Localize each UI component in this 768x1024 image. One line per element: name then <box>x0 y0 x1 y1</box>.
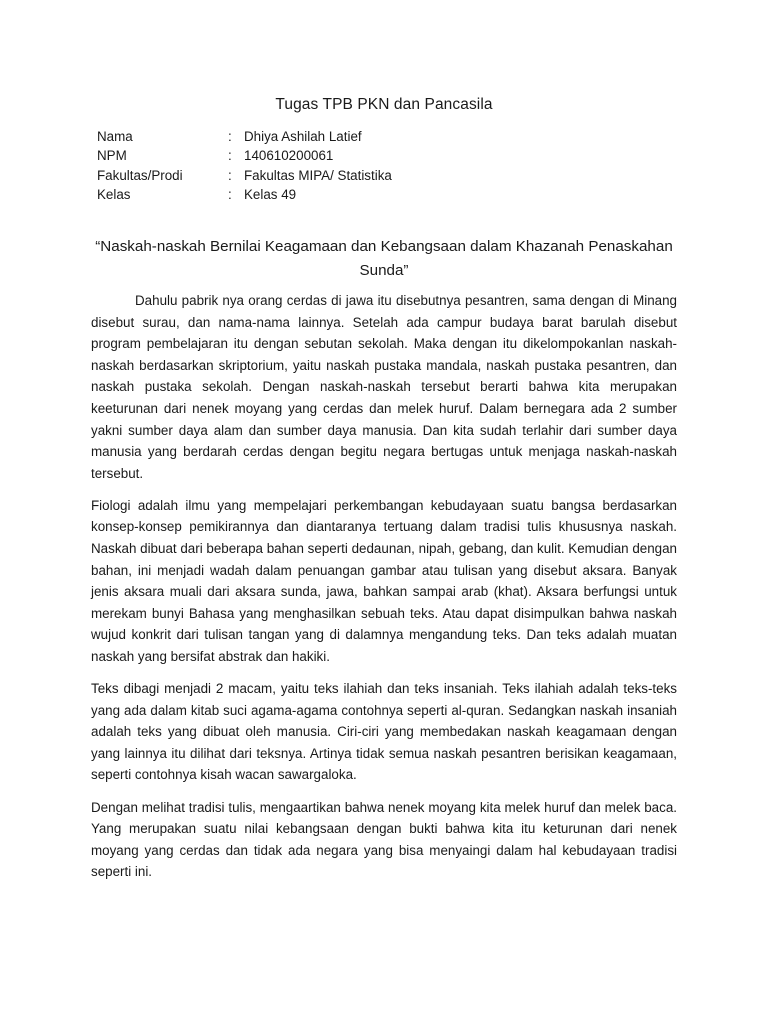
info-value: Fakultas MIPA/ Statistika <box>244 167 392 183</box>
info-value: Dhiya Ashilah Latief <box>244 129 362 144</box>
document-title: Tugas TPB PKN dan Pancasila <box>275 96 493 113</box>
info-label: Nama <box>97 129 133 144</box>
essay-title: “Naskah-naskah Bernilai Keagamaan dan Kebangsaan dalam Khazanah Penaskahan Sunda” <box>95 238 673 279</box>
body-paragraph: Dengan melihat tradisi tulis, mengaartikan bahwa nenek moyang kita melek huruf dan melek baca. Yang merupakan suatu nilai kebangsaan dengan bukti bahwa kita itu keturunan dari nenek moyang yang cerdas dan tidak ada negara yang bisa menyaingi dalam hal kebudayaan tradisi seperti ini. <box>91 799 677 880</box>
info-row-class <box>97 185 392 204</box>
body-paragraph: Dahulu pabrik nya orang cerdas di jawa itu disebutnya pesantren, sama dengan di Minang disebut surau, dan nama-nama lainnya. Setelah ada campur budaya barat barulah disebut program pembelajaran itu dengan sebutan sekolah. Maka dengan itu dikelompokanlan naskah-naskah berdasarkan skriptorium, yaitu naskah pustaka mandala, naskah pustaka pesantren, dan naskah pustaka sekolah. Dengan naskah-naskah tersebut berarti bahwa kita merupakan keeturunan dari nenek moyang yang cerdas dan melek huruf. Dalam bernegara ada 2 sumber yakni sumber daya alam dan sumber daya manusia. Dan kita sudah terlahir dari sumber daya manusia yang berdarah cerdas dengan begitu negara bertugas untuk menjaga naskah-naskah tersebut. <box>91 293 677 481</box>
info-value: 140610200061 <box>244 148 334 164</box>
body-paragraph: Teks dibagi menjadi 2 macam, yaitu teks ilahiah dan teks insaniah. Teks ilahiah adalah teks-teks yang ada dalam kitab suci agama-agama contohnya seperti al-quran. Sedangkan naskah insaniah adalah teks yang dibuat oleh manusia. Ciri-ciri yang membedakan naskah keagamaan dengan yang lainnya itu dilihat dari teksnya. Artinya tidak semua naskah pesantren berisikan keagamaan, seperti contohnya kisah wacan sawargaloka. <box>91 681 677 783</box>
info-row-name <box>97 127 392 146</box>
essay-body <box>91 290 677 893</box>
info-value: Kelas 49 <box>244 186 297 202</box>
info-separator: : <box>228 148 232 164</box>
body-paragraph: Fiologi adalah ilmu yang mempelajari perkembangan kebudayaan suatu bangsa berdasarkan konsep-konsep pemikirannya dan diantaranya tertuang dalam tradisi tulis khususnya naskah. Naskah dibuat dari beberapa bahan seperti dedaunan, nipah, gebang, dan kulit. Kemudian dengan bahan, ini menjadi wadah dalam penuangan gambar atau tulisan yang disebut aksara. Banyak jenis aksara muali dari aksara sunda, jawa, bahkan sampai arab (khat). Aksara berfungsi untuk merekam bunyi Bahasa yang menghasilkan sebuah teks. Atau dapat disimpulkan bahwa naskah wujud konkrit dari tulisan tangan yang di dalamnya mengandung teks. Dan teks adalah muatan naskah yang bersifat abstrak dan hakiki. <box>91 497 677 664</box>
info-label: NPM <box>97 148 127 164</box>
info-label: Fakultas/Prodi <box>97 167 183 183</box>
info-label: Kelas <box>97 186 131 202</box>
student-info-table <box>97 127 392 204</box>
info-row-faculty <box>97 166 392 185</box>
info-separator: : <box>228 129 232 144</box>
info-separator: : <box>228 167 232 183</box>
info-separator: : <box>228 186 232 202</box>
info-row-npm <box>97 146 392 165</box>
